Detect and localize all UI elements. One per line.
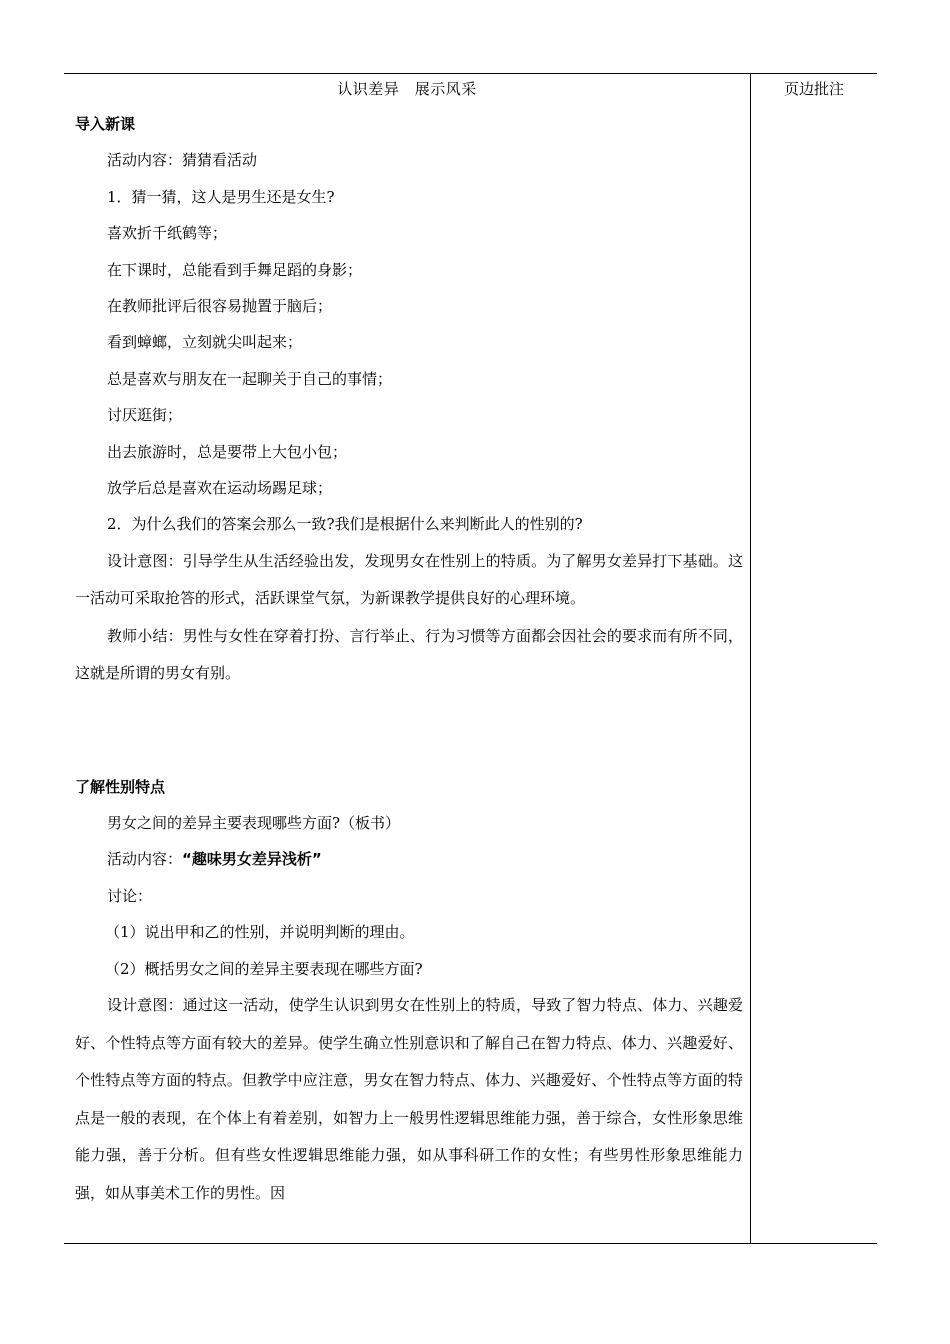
clue-item: 总是喜欢与朋友在一起聊关于自己的事情； bbox=[107, 369, 393, 388]
discussion-item: （1）说出甲和乙的性别，并说明判断的理由。 bbox=[105, 923, 415, 942]
clue-item: 看到蟑螂，立刻就尖叫起来； bbox=[107, 333, 303, 352]
lesson-title: 认识差异 展示风采 bbox=[337, 80, 477, 98]
question-1: 1．猜一猜，这人是男生还是女生? bbox=[107, 187, 335, 206]
section-heading-gender-traits: 了解性别特点 bbox=[75, 777, 166, 796]
lesson-body bbox=[75, 106, 743, 1212]
clue-item: 喜欢折千纸鹤等； bbox=[107, 224, 228, 243]
intro-line: 男女之间的差异主要表现哪些方面?（板书） bbox=[107, 814, 401, 833]
discussion-label: 讨论： bbox=[107, 886, 153, 905]
clue-item: 在下课时，总能看到手舞足蹈的身影； bbox=[107, 260, 363, 279]
margin-column-divider bbox=[750, 73, 751, 1244]
discussion-item: （2）概括男女之间的差异主要表现在哪些方面? bbox=[105, 959, 423, 978]
bottom-rule bbox=[64, 1243, 877, 1244]
clue-item: 在教师批评后很容易抛置于脑后； bbox=[107, 296, 333, 315]
design-intent-paragraph: 设计意图：通过这一活动，使学生认识到男女在性别上的特质，导致了智力特点、体力、兴趣爱好、个性特点等方面有较大的差异。使学生确立性别意识和了解自己在智力特点、体力、兴趣爱好、个性特点等方面的特点。但教学中应注意，男女在智力特点、体力、兴趣爱好、个性特点等方面的特点是一般的表现，在个体上有着差别，如智力上一般男性逻辑思维能力强，善于综合，女性形象思维能力强，善于分析。但有些女性逻辑思维能力强，如从事科研工作的女性；有些男性形象思维能力强，如从事美术工作的男性。因 bbox=[75, 996, 743, 1202]
clue-item: 放学后总是喜欢在运动场踢足球； bbox=[107, 478, 333, 497]
question-2: 2．为什么我们的答案会那么一致?我们是根据什么来判断此人的性别的? bbox=[107, 515, 583, 534]
activity-prefix: 活动内容： bbox=[107, 850, 183, 869]
activity-line bbox=[75, 841, 743, 877]
activity-title: “趣味男女差异浅析” bbox=[182, 850, 322, 869]
section-spacer bbox=[75, 693, 743, 769]
clue-item: 出去旅游时，总是要带上大包小包； bbox=[107, 442, 348, 461]
top-rule bbox=[64, 73, 877, 74]
clue-item: 讨厌逛街； bbox=[107, 406, 183, 425]
margin-notes-header: 页边批注 bbox=[783, 80, 844, 98]
section-heading-intro: 导入新课 bbox=[75, 115, 136, 133]
activity-line: 活动内容：猜猜看活动 bbox=[107, 151, 258, 170]
design-intent-paragraph: 设计意图：引导学生从生活经验出发，发现男女在性别上的特质。为了解男女差异打下基础。这一活动可采取抢答的形式，活跃课堂气氛，为新课教学提供良好的心理环境。 bbox=[75, 551, 743, 608]
teacher-summary-paragraph: 教师小结：男性与女性在穿着打扮、言行举止、行为习惯等方面都会因社会的要求而有所不同，这就是所谓的男女有别。 bbox=[75, 626, 743, 683]
